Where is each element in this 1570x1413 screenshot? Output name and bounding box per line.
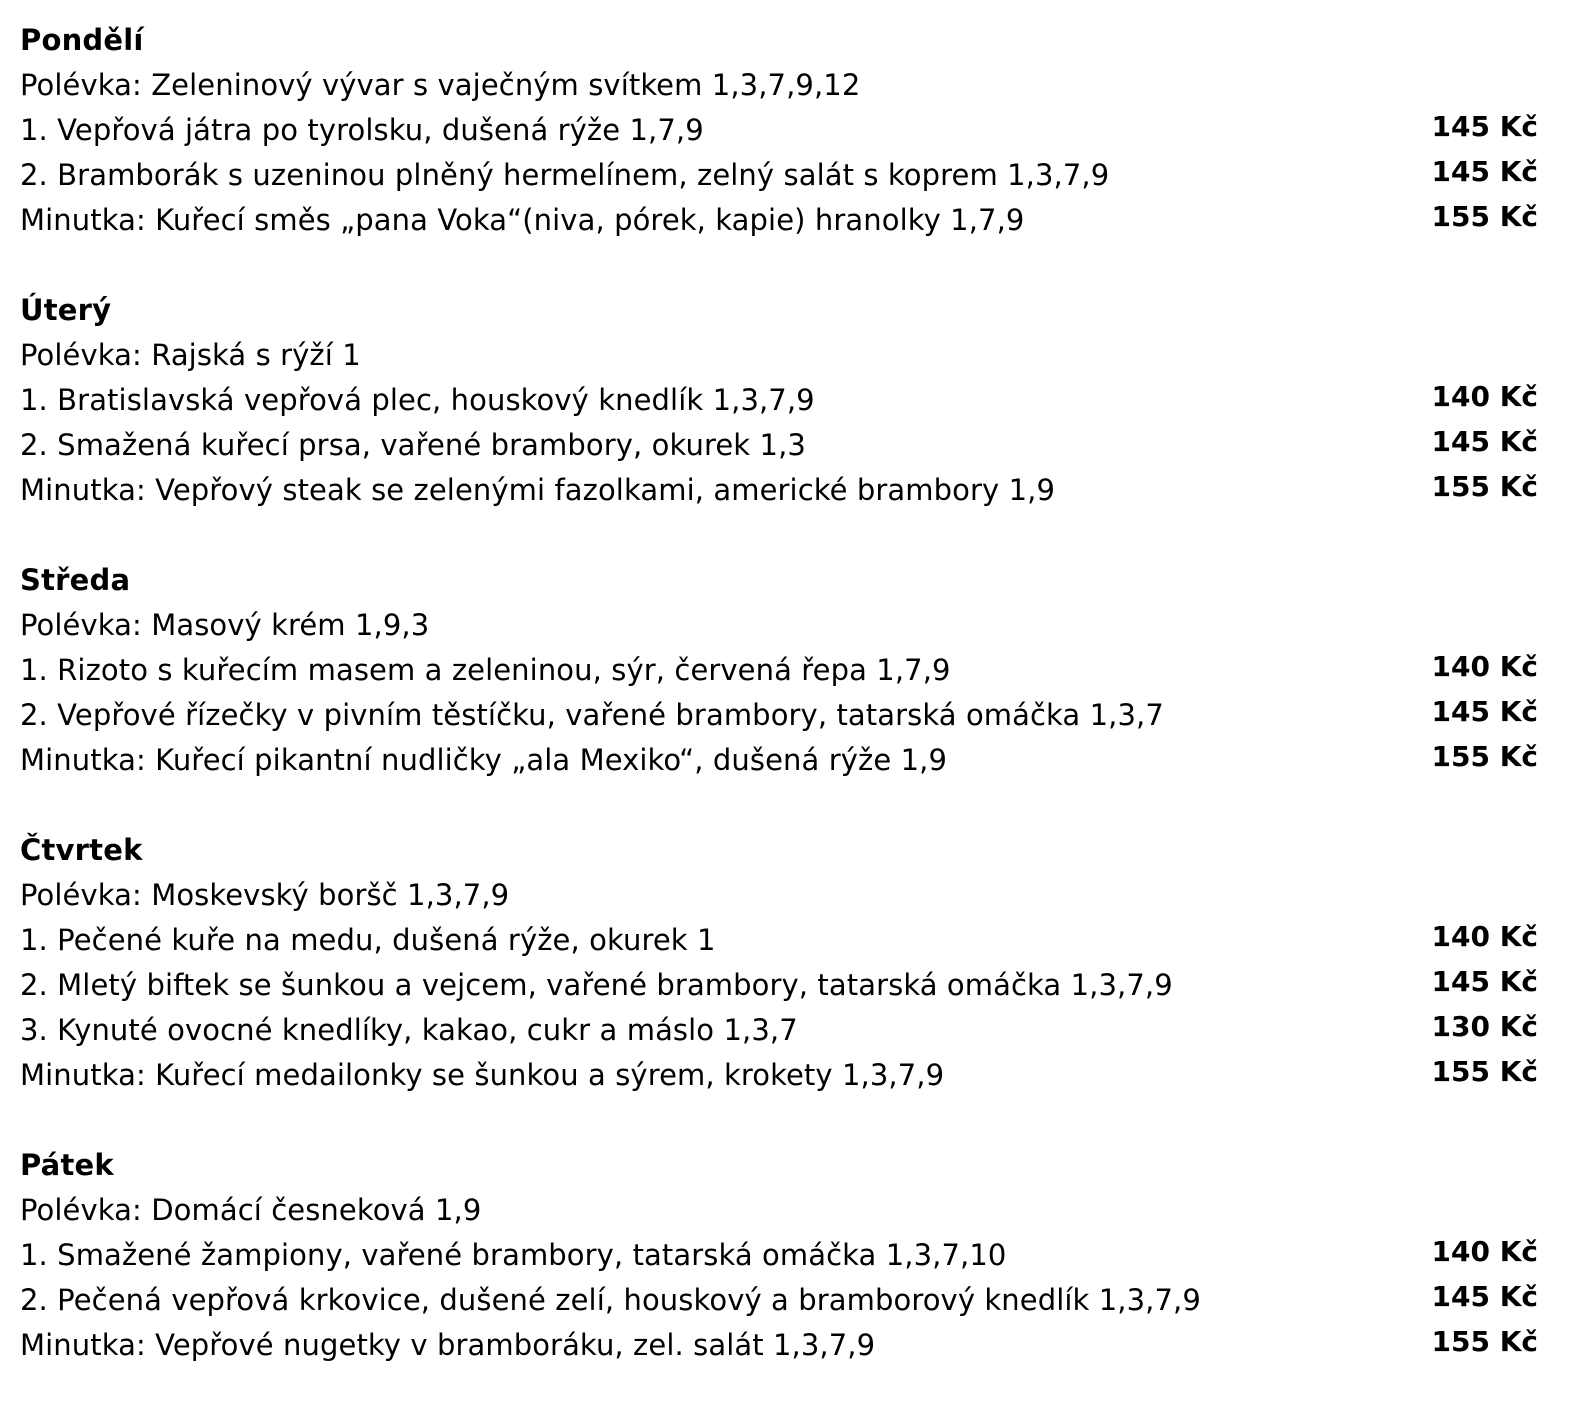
dish-price: 145 Kč [1431, 695, 1538, 728]
dish-price: 145 Kč [1431, 1280, 1538, 1313]
soup-name: Polévka: Masový krém 1,9,3 [20, 608, 430, 642]
soup-name: Polévka: Moskevský boršč 1,3,7,9 [20, 878, 510, 912]
soup-row [20, 873, 1538, 918]
soup-name: Polévka: Rajská s rýží 1 [20, 338, 361, 372]
dish-name: Minutka: Kuřecí směs „pana Voka“(niva, pórek, kapie) hranolky 1,7,9 [20, 203, 1025, 237]
menu-item [20, 918, 1538, 963]
dish-name: 3. Kynuté ovocné knedlíky, kakao, cukr a máslo 1,3,7 [20, 1013, 798, 1047]
soup-row [20, 333, 1538, 378]
dish-name: 1. Pečené kuře na medu, dušená rýže, okurek 1 [20, 923, 716, 957]
menu-item [20, 693, 1538, 738]
dish-price: 140 Kč [1431, 650, 1538, 683]
soup-name: Polévka: Domácí česneková 1,9 [20, 1193, 482, 1227]
soup-row [20, 63, 1538, 108]
dish-price: 145 Kč [1431, 110, 1538, 143]
dish-price: 155 Kč [1431, 1325, 1538, 1358]
menu-item [20, 1278, 1538, 1323]
menu-item [20, 1008, 1538, 1053]
dish-name: 1. Rizoto s kuřecím masem a zeleninou, sýr, červená řepa 1,7,9 [20, 653, 951, 687]
menu-item [20, 153, 1538, 198]
menu-item [20, 423, 1538, 468]
dish-price: 155 Kč [1431, 200, 1538, 233]
menu-item [20, 198, 1538, 243]
dish-name: 2. Mletý biftek se šunkou a vejcem, vařené brambory, tatarská omáčka 1,3,7,9 [20, 968, 1173, 1002]
dish-name: 2. Bramborák s uzeninou plněný hermelínem, zelný salát s koprem 1,3,7,9 [20, 158, 1110, 192]
day-title: Čtvrtek [20, 833, 143, 867]
dish-price: 145 Kč [1431, 965, 1538, 998]
menu-item [20, 1053, 1538, 1098]
day-wednesday [20, 558, 1538, 783]
soup-row [20, 1188, 1538, 1233]
dish-name: Minutka: Vepřový steak se zelenými fazolkami, americké brambory 1,9 [20, 473, 1055, 507]
day-title: Středa [20, 563, 131, 597]
day-title: Pátek [20, 1148, 114, 1182]
dish-price: 130 Kč [1431, 1010, 1538, 1043]
weekly-menu [20, 18, 1538, 1413]
dish-name: Minutka: Kuřecí pikantní nudličky „ala Mexiko“, dušená rýže 1,9 [20, 743, 948, 777]
dish-name: 1. Smažené žampiony, vařené brambory, tatarská omáčka 1,3,7,10 [20, 1238, 1007, 1272]
day-friday [20, 1143, 1538, 1368]
dish-price: 145 Kč [1431, 425, 1538, 458]
dish-name: Minutka: Kuřecí medailonky se šunkou a sýrem, krokety 1,3,7,9 [20, 1058, 945, 1092]
dish-price: 155 Kč [1431, 740, 1538, 773]
day-tuesday [20, 288, 1538, 513]
menu-item [20, 1323, 1538, 1368]
menu-item [20, 108, 1538, 153]
dish-name: 2. Smažená kuřecí prsa, vařené brambory, okurek 1,3 [20, 428, 806, 462]
dish-name: 2. Vepřové řízečky v pivním těstíčku, vařené brambory, tatarská omáčka 1,3,7 [20, 698, 1164, 732]
menu-item [20, 378, 1538, 423]
menu-item [20, 963, 1538, 1008]
day-thursday [20, 828, 1538, 1098]
day-title: Pondělí [20, 23, 144, 57]
menu-item [20, 738, 1538, 783]
menu-item [20, 468, 1538, 513]
day-monday [20, 18, 1538, 243]
menu-item [20, 1233, 1538, 1278]
menu-item [20, 648, 1538, 693]
dish-price: 155 Kč [1431, 470, 1538, 503]
day-title: Úterý [20, 293, 112, 327]
soup-name: Polévka: Zeleninový vývar s vaječným svítkem 1,3,7,9,12 [20, 68, 861, 102]
dish-price: 140 Kč [1431, 380, 1538, 413]
soup-row [20, 603, 1538, 648]
dish-price: 140 Kč [1431, 920, 1538, 953]
dish-name: 1. Vepřová játra po tyrolsku, dušená rýže 1,7,9 [20, 113, 704, 147]
dish-price: 155 Kč [1431, 1055, 1538, 1088]
dish-name: 1. Bratislavská vepřová plec, houskový knedlík 1,3,7,9 [20, 383, 815, 417]
dish-name: Minutka: Vepřové nugetky v bramboráku, zel. salát 1,3,7,9 [20, 1328, 876, 1362]
dish-price: 145 Kč [1431, 155, 1538, 188]
dish-price: 140 Kč [1431, 1235, 1538, 1268]
dish-name: 2. Pečená vepřová krkovice, dušené zelí, houskový a bramborový knedlík 1,3,7,9 [20, 1283, 1201, 1317]
